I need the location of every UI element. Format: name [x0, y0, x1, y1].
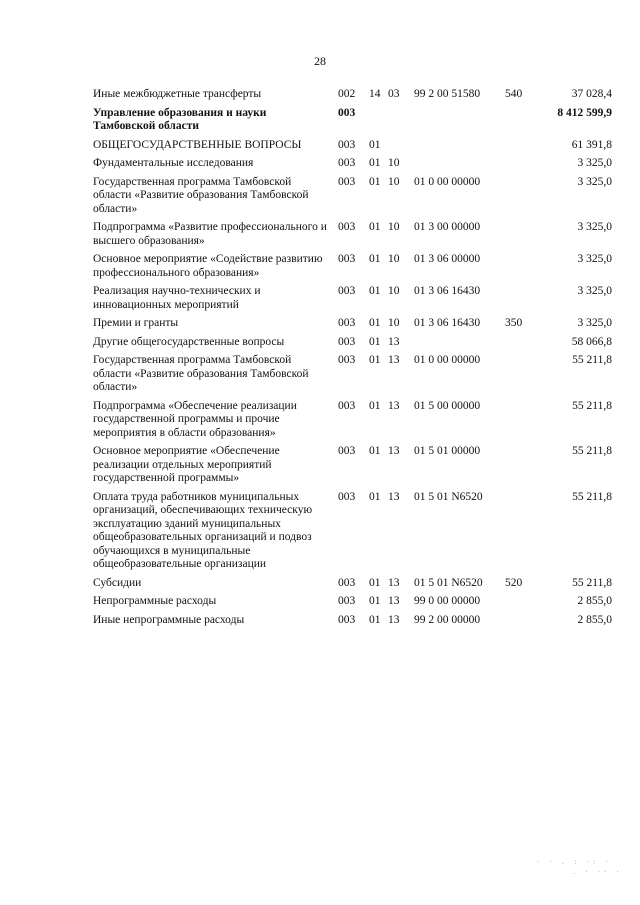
ved-code: 003 [338, 285, 356, 297]
target-article-code: 01 5 00 00000 [414, 399, 481, 412]
ved-code: 003 [338, 253, 356, 265]
target-article-code: 99 2 00 00000 [414, 613, 481, 626]
section-code: 01 [369, 157, 381, 169]
subsection-code: 13 [388, 335, 400, 348]
section-code: 01 [369, 445, 381, 457]
row-name: Реализация научно-технических и инновационных мероприятий [93, 285, 261, 311]
table-row [0, 336, 640, 350]
ved-code: 003 [338, 317, 356, 329]
amount: 3 325,0 [577, 253, 612, 265]
section-code: 14 [369, 88, 381, 100]
amount: 37 028,4 [571, 88, 612, 100]
subsection-code: 10 [388, 253, 400, 265]
section-code: 01 [369, 399, 381, 412]
target-article-code: 01 3 06 00000 [414, 253, 481, 265]
ved-code: 003 [338, 106, 356, 119]
table-row [0, 595, 640, 609]
amount: 3 325,0 [577, 317, 612, 329]
row-name: Подпрограмма «Обеспечение реализации государственной программы и прочие мероприятия в области образования» [93, 399, 297, 439]
amount: 58 066,8 [571, 335, 612, 348]
target-article-code: 99 2 00 51580 [414, 88, 481, 100]
table-row [0, 445, 640, 486]
subsection-code: 10 [388, 157, 400, 169]
row-name: Государственная программа Тамбовской области «Развитие образования Тамбовской области» [93, 354, 309, 393]
amount: 55 211,8 [572, 445, 612, 457]
subsection-code: 10 [388, 317, 400, 329]
subsection-code: 13 [388, 445, 400, 457]
expense-type-code: 520 [505, 576, 523, 589]
table-row [0, 354, 640, 395]
ved-code: 003 [338, 595, 356, 607]
table-row [0, 139, 640, 153]
section-code: 01 [369, 354, 381, 366]
ved-code: 003 [338, 490, 356, 503]
target-article-code: 01 0 00 00000 [414, 175, 481, 188]
table-row [0, 317, 640, 331]
row-name: Основное мероприятие «Обеспечение реализации отдельных мероприятий государственной программы» [93, 445, 280, 484]
amount: 3 325,0 [577, 221, 612, 233]
subsection-code: 10 [388, 221, 400, 233]
subsection-code: 13 [388, 354, 400, 366]
table-row [0, 253, 640, 280]
row-name: Основное мероприятие «Содействие развитию профессионального образования» [93, 253, 323, 279]
amount: 8 412 599,9 [557, 106, 612, 119]
page-number: 28 [314, 54, 326, 68]
ved-code: 003 [338, 138, 356, 151]
amount: 3 325,0 [577, 175, 612, 188]
table-row [0, 577, 640, 591]
target-article-code: 01 5 01 00000 [414, 445, 481, 457]
table-row [0, 88, 640, 102]
scan-noise: . · ·· · [572, 868, 622, 876]
subsection-code: 13 [388, 576, 400, 589]
section-code: 01 [369, 253, 381, 265]
ved-code: 003 [338, 576, 356, 589]
table-row [0, 285, 640, 312]
section-code: 01 [369, 138, 381, 151]
row-name: ОБЩЕГОСУДАРСТВЕННЫЕ ВОПРОСЫ [93, 138, 302, 151]
amount: 55 211,8 [572, 490, 612, 503]
section-code: 01 [369, 490, 381, 503]
table-row [0, 157, 640, 171]
ved-code: 002 [338, 88, 356, 100]
ved-code: 003 [338, 613, 356, 626]
expense-type-code: 540 [505, 88, 523, 100]
section-code: 01 [369, 175, 381, 188]
section-code: 01 [369, 317, 381, 329]
amount: 3 325,0 [577, 157, 612, 169]
target-article-code: 01 5 01 N6520 [414, 490, 483, 503]
row-name: Непрограммные расходы [93, 595, 217, 607]
table-row [0, 614, 640, 628]
amount: 2 855,0 [577, 613, 612, 626]
ved-code: 003 [338, 335, 356, 348]
subsection-code: 13 [388, 613, 400, 626]
target-article-code: 01 3 06 16430 [414, 285, 481, 297]
section-code: 01 [369, 576, 381, 589]
scan-noise: · · . : ·: · [536, 858, 611, 866]
table-row [0, 107, 640, 134]
subsection-code: 10 [388, 175, 400, 188]
section-code: 01 [369, 285, 381, 297]
table-row [0, 176, 640, 217]
section-code: 01 [369, 221, 381, 233]
ved-code: 003 [338, 399, 356, 412]
ved-code: 003 [338, 354, 356, 366]
expense-type-code: 350 [505, 317, 523, 329]
target-article-code: 99 0 00 00000 [414, 595, 481, 607]
table-row [0, 221, 640, 248]
section-code: 01 [369, 335, 381, 348]
row-name: Подпрограмма «Развитие профессионального и высшего образования» [93, 221, 327, 247]
target-article-code: 01 5 01 N6520 [414, 576, 483, 589]
row-name: Государственная программа Тамбовской области «Развитие образования Тамбовской области» [93, 175, 309, 215]
amount: 3 325,0 [577, 285, 612, 297]
ved-code: 003 [338, 221, 356, 233]
section-code: 01 [369, 613, 381, 626]
amount: 55 211,8 [572, 576, 612, 589]
target-article-code: 01 3 06 16430 [414, 317, 481, 329]
amount: 55 211,8 [572, 354, 612, 366]
subsection-code: 13 [388, 399, 400, 412]
ved-code: 003 [338, 157, 356, 169]
ved-code: 003 [338, 445, 356, 457]
subsection-code: 13 [388, 490, 400, 503]
ved-code: 003 [338, 175, 356, 188]
row-name: Оплата труда работников муниципальных организаций, обеспечивающих техническую эксплуатацию зданий муниципальных общеобразовательных организаций и подвоз обучающихся в муниципальные общеобразовательные организации [93, 490, 313, 570]
subsection-code: 03 [388, 88, 400, 100]
row-name: Премии и гранты [93, 317, 179, 329]
amount: 2 855,0 [577, 595, 612, 607]
subsection-code: 10 [388, 285, 400, 297]
row-name: Иные межбюджетные трансферты [93, 88, 262, 100]
section-code: 01 [369, 595, 381, 607]
target-article-code: 01 3 00 00000 [414, 221, 481, 233]
subsection-code: 13 [388, 595, 400, 607]
table-row [0, 400, 640, 441]
budget-table [0, 88, 640, 627]
amount: 55 211,8 [572, 399, 612, 412]
amount: 61 391,8 [571, 138, 612, 151]
target-article-code: 01 0 00 00000 [414, 354, 481, 366]
table-row [0, 491, 640, 572]
row-name: Другие общегосударственные вопросы [93, 335, 285, 348]
row-name: Фундаментальные исследования [93, 157, 254, 169]
row-name: Управление образования и науки Тамбовской области [93, 106, 267, 132]
row-name: Иные непрограммные расходы [93, 613, 245, 626]
row-name: Субсидии [93, 576, 142, 589]
